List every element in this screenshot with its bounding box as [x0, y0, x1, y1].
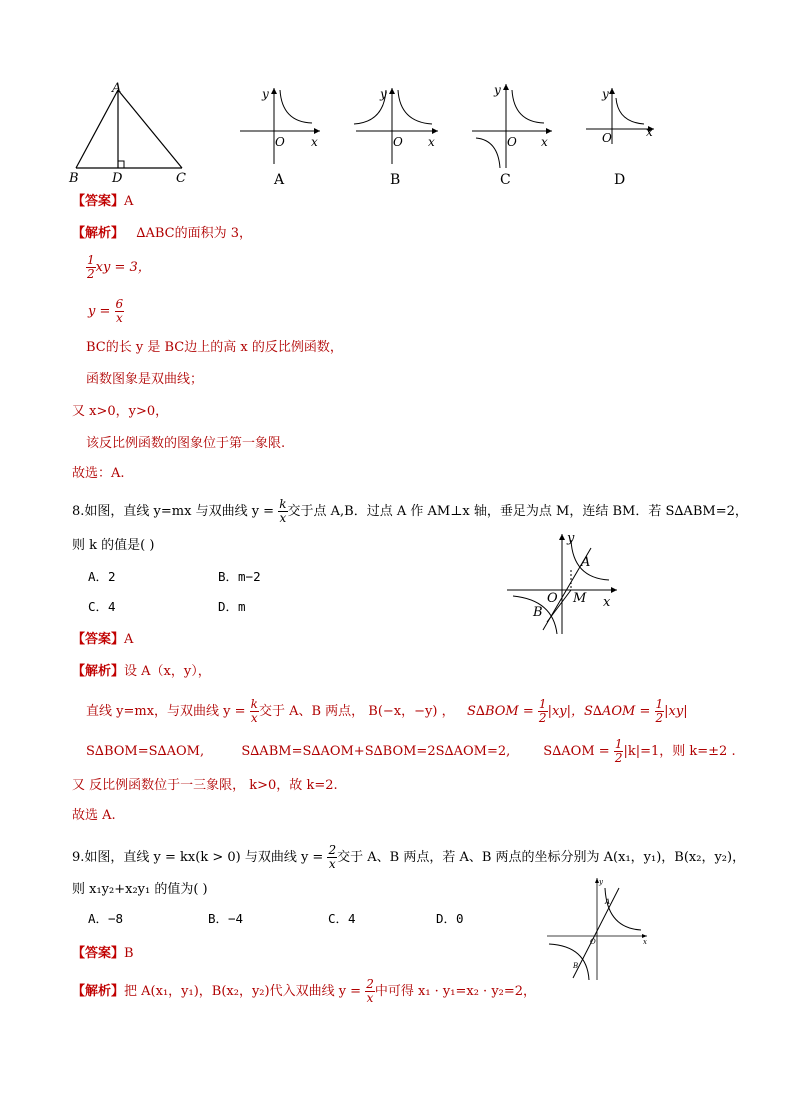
svg-text:y: y [262, 87, 269, 101]
svg-text:y: y [380, 87, 387, 101]
q8-analysis-line2: 直线 y=mx，与双曲线 y = $\frac{k}{x}$ 交于 A、B 两点， B(−x，−y) ， S∆BOM = $\frac{1}{2}$ |xy|，S∆AOM = $\frac{1}{2}$ |xy| [86, 697, 688, 725]
svg-text:M: M [573, 591, 587, 606]
svg-text:x: x [311, 135, 318, 149]
q9-option-c: C．4 [328, 911, 356, 926]
option-graph-c [468, 80, 558, 189]
svg-text:y: y [494, 83, 501, 97]
q7-analysis-line8: 故选：A. [72, 466, 125, 481]
q8-option-a: A．2 [88, 569, 116, 584]
svg-text:x: x [646, 125, 653, 139]
svg-text:O: O [590, 938, 596, 946]
q9-figure [545, 874, 655, 984]
label-B: B [69, 171, 79, 186]
triangle-figure [66, 82, 196, 188]
label-A: A [112, 82, 122, 96]
q8-option-b: B．m−2 [218, 569, 261, 584]
svg-text:A: A [605, 898, 611, 906]
svg-text:B: B [533, 605, 543, 620]
q8-analysis-line1: 【解析】设 A（x，y）， [72, 664, 211, 679]
svg-text:x: x [603, 595, 611, 610]
q9-answer: 【答案】B [72, 946, 134, 961]
q7-answer: 【答案】A [72, 194, 134, 209]
q8-option-c: C．4 [88, 599, 116, 614]
q7-analysis-line1: 【解析】 ∆ABC的面积为 3， [72, 226, 253, 241]
svg-text:x: x [428, 135, 435, 149]
q7-analysis-line2: $\frac{1}{2}$ xy = 3， [87, 253, 151, 281]
q8-answer: 【答案】A [72, 632, 134, 647]
q7-analysis-line7: 该反比例函数的图象位于第一象限. [86, 436, 286, 451]
svg-text:O: O [547, 591, 558, 606]
svg-text:x: x [643, 938, 647, 946]
q7-analysis-line3: y = $\frac{6}{x}$ [88, 297, 124, 325]
q7-analysis-line6: 又 x>0，y>0， [72, 404, 169, 419]
option-b-label: B [390, 172, 401, 188]
label-D: D [112, 171, 123, 186]
svg-text:y: y [602, 87, 609, 101]
q8-stem-line2: 则 k 的值是( ) [72, 538, 155, 553]
q8-analysis-line5: 故选 A. [72, 808, 116, 823]
q7-analysis-line5: 函数图象是双曲线； [86, 372, 204, 387]
option-graph-d [582, 84, 662, 189]
option-graph-b [352, 84, 444, 189]
svg-text:y: y [599, 878, 603, 886]
svg-text:O: O [393, 135, 403, 149]
q7-analysis-line4: BC的长 y 是 BC边上的高 x 的反比例函数， [86, 340, 343, 355]
q8-analysis-line3: S∆BOM=S∆AOM, S∆ABM=S∆AOM+S∆BOM=2S∆AOM=2, S∆AOM = $\frac{1}{2}$ |k|=1，则 k=±2 . [86, 737, 736, 765]
q8-analysis-line4: 又 反比例函数位于一三象限， k>0，故 k=2. [72, 778, 338, 793]
q9-option-b: B．−4 [208, 911, 244, 926]
q9-stem-line1: 9.如图，直线 y = kx(k > 0) 与双曲线 y = $\frac{2}{x}$ 交于 A、B 两点，若 A、B 两点的坐标分别为 A(x₁，y₁)，B(x₂，y₂)， [72, 843, 746, 871]
q8-option-d: D．m [218, 599, 246, 614]
svg-text:B: B [573, 962, 579, 970]
svg-text:A: A [581, 555, 591, 570]
q8-stem-line1: 8.如图，直线 y=mx 与双曲线 y = $\frac{k}{x}$ 交于点 A,B．过点 A 作 AM⊥x 轴，垂足为点 M，连结 BM．若 S∆ABM=2， [72, 497, 748, 525]
q9-analysis-line1: 【解析】把 A(x₁，y₁)，B(x₂，y₂)代入双曲线 y = $\frac{2}{x}$ 中可得 x₁ · y₁=x₂ · y₂=2， [72, 977, 537, 1005]
q9-option-a: A．−8 [88, 911, 124, 926]
q8-figure [505, 530, 625, 638]
q9-stem-line2: 则 x₁y₂+x₂y₁ 的值为( ) [72, 882, 208, 897]
option-graph-a [236, 84, 326, 189]
option-c-label: C [500, 172, 511, 188]
label-C: C [176, 171, 186, 186]
option-d-label: D [614, 172, 626, 188]
svg-text:O: O [275, 135, 285, 149]
option-a-label: A [274, 172, 285, 188]
svg-text:y: y [567, 531, 575, 546]
svg-text:O: O [602, 131, 612, 145]
svg-text:O: O [507, 135, 517, 149]
q9-option-d: D．0 [436, 911, 464, 926]
svg-text:x: x [541, 135, 548, 149]
